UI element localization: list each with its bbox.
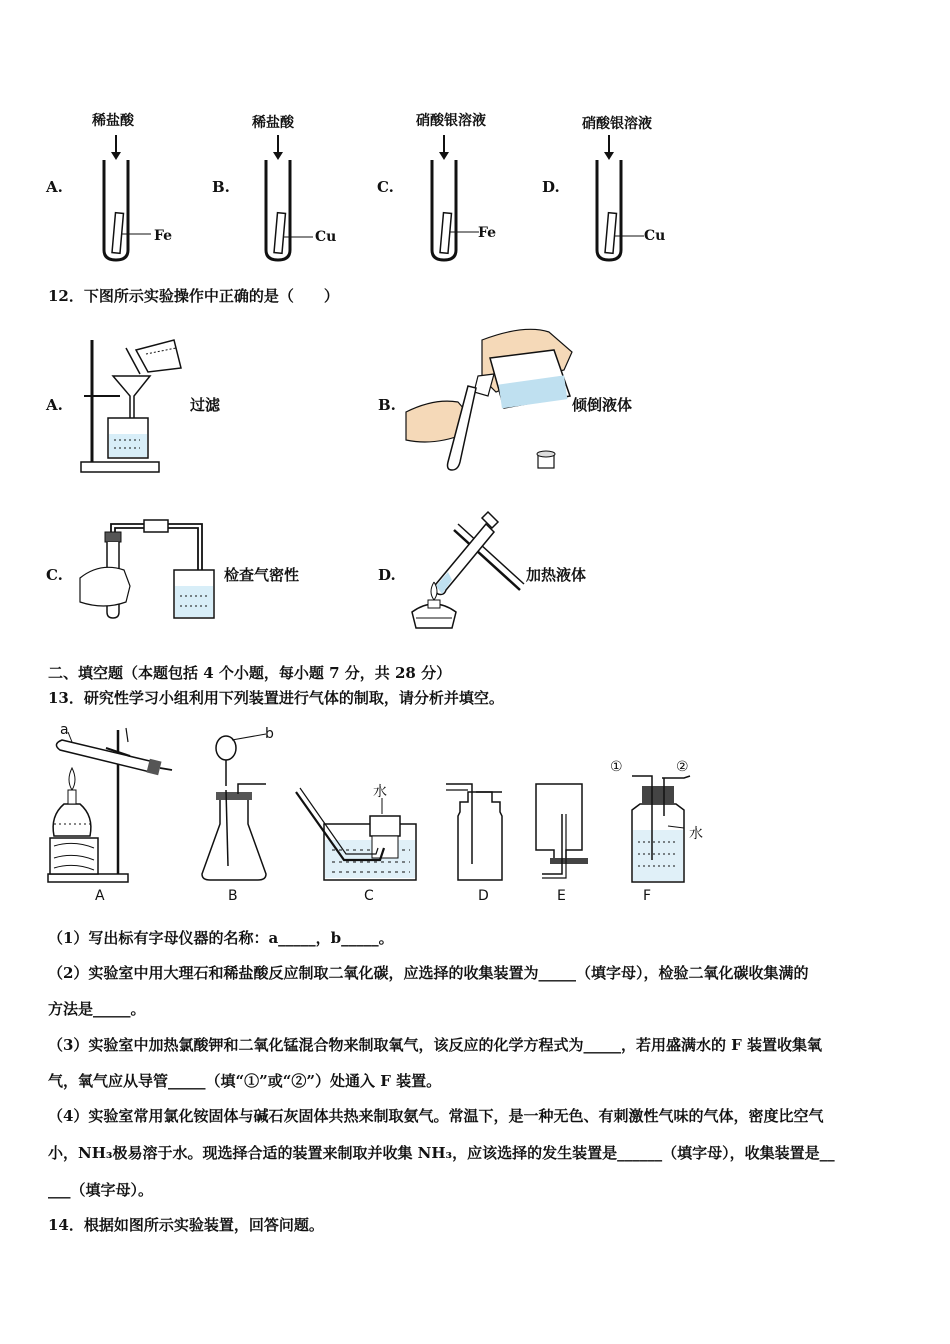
q13-part-4-line1: （4）实验室常用氯化铵固体与碱石灰固体共热来制取氨气。常温下，是一种无色、有刺激性气味的气体，密度比空气 bbox=[48, 1107, 824, 1125]
heating-liquid-diagram bbox=[402, 510, 527, 632]
q13-part-2-line2: 方法是_____。 bbox=[48, 1000, 146, 1018]
marker-a-label: a bbox=[60, 722, 69, 738]
test-tube-diagram bbox=[95, 130, 175, 265]
q13-part-4-line3: ___（填字母）。 bbox=[48, 1181, 154, 1199]
option-label: 过滤 bbox=[190, 396, 221, 414]
option-letter: C. bbox=[46, 566, 63, 584]
option-label: 倾倒液体 bbox=[572, 396, 633, 414]
question-14-stem: 14．根据如图所示实验装置，回答问题。 bbox=[48, 1216, 324, 1234]
test-tube-diagram bbox=[588, 130, 668, 265]
question-12-stem: 12．下图所示实验操作中正确的是（ ） bbox=[48, 287, 339, 305]
test-tube-diagram bbox=[423, 130, 503, 265]
option-letter: B. bbox=[212, 178, 230, 196]
apparatus-c bbox=[296, 788, 416, 880]
option-letter: C. bbox=[377, 178, 394, 196]
reagent-label: 稀盐酸 bbox=[252, 115, 294, 131]
apparatus-a bbox=[48, 728, 172, 882]
q13-part-3-line2: 气，氧气应从导管_____（填“①”或“②”）处通入 F 装置。 bbox=[48, 1072, 442, 1090]
metal-label: Cu bbox=[315, 229, 337, 245]
section-heading: 二、填空题（本题包括 4 个小题，每小题 7 分，共 28 分） bbox=[48, 664, 452, 682]
apparatus-label-f: F bbox=[643, 888, 652, 904]
apparatus-label-d: D bbox=[478, 888, 489, 904]
apparatus-label-e: E bbox=[557, 888, 566, 904]
metal-label: Fe bbox=[154, 228, 173, 244]
metal-label: Fe bbox=[478, 225, 497, 241]
airtightness-check-diagram bbox=[74, 514, 224, 624]
option-letter: A. bbox=[46, 396, 63, 414]
reagent-label: 稀盐酸 bbox=[92, 113, 134, 129]
q13-part-3-line1: （3）实验室中加热氯酸钾和二氧化锰混合物来制取氧气，该反应的化学方程式为_____，若用盛满水的 F 装置收集氧 bbox=[48, 1036, 823, 1054]
option-letter: A. bbox=[46, 178, 63, 196]
port-1-label: ① bbox=[610, 759, 623, 775]
option-label: 检查气密性 bbox=[224, 566, 300, 584]
apparatus-b bbox=[202, 734, 266, 880]
q13-part-1: （1）写出标有字母仪器的名称：a_____，b_____。 bbox=[48, 929, 394, 947]
metal-label: Cu bbox=[644, 228, 666, 244]
marker-b-label: b bbox=[265, 726, 274, 742]
water-label-f: 水 bbox=[689, 826, 703, 842]
reagent-label: 硝酸银溶液 bbox=[416, 113, 486, 129]
apparatus-f bbox=[632, 776, 690, 882]
apparatus-label-c: C bbox=[364, 888, 374, 904]
gas-apparatus-figure bbox=[44, 720, 724, 910]
q13-part-4-line2: 小，NH₃极易溶于水。现选择合适的装置来制取并收集 NH₃，应该选择的发生装置是______（填字母），收集装置是__ bbox=[48, 1144, 835, 1162]
pouring-liquid-diagram bbox=[404, 322, 574, 472]
option-label: 加热液体 bbox=[526, 566, 587, 584]
question-13-stem: 13．研究性学习小组利用下列装置进行气体的制取，请分析并填空。 bbox=[48, 689, 504, 707]
filtration-diagram bbox=[78, 328, 188, 476]
option-letter: B. bbox=[378, 396, 396, 414]
apparatus-d bbox=[446, 784, 502, 880]
port-2-label: ② bbox=[676, 759, 689, 775]
q13-part-2-line1: （2）实验室中用大理石和稀盐酸反应制取二氧化碳，应选择的收集装置为_____（填字母），检验二氧化碳收集满的 bbox=[48, 964, 809, 982]
option-letter: D. bbox=[378, 566, 396, 584]
water-label-c: 水 bbox=[373, 784, 387, 800]
apparatus-label-b: B bbox=[228, 888, 238, 904]
apparatus-label-a: A bbox=[95, 888, 105, 904]
reagent-label: 硝酸银溶液 bbox=[582, 116, 652, 132]
option-letter: D. bbox=[542, 178, 560, 196]
apparatus-e bbox=[536, 784, 588, 878]
